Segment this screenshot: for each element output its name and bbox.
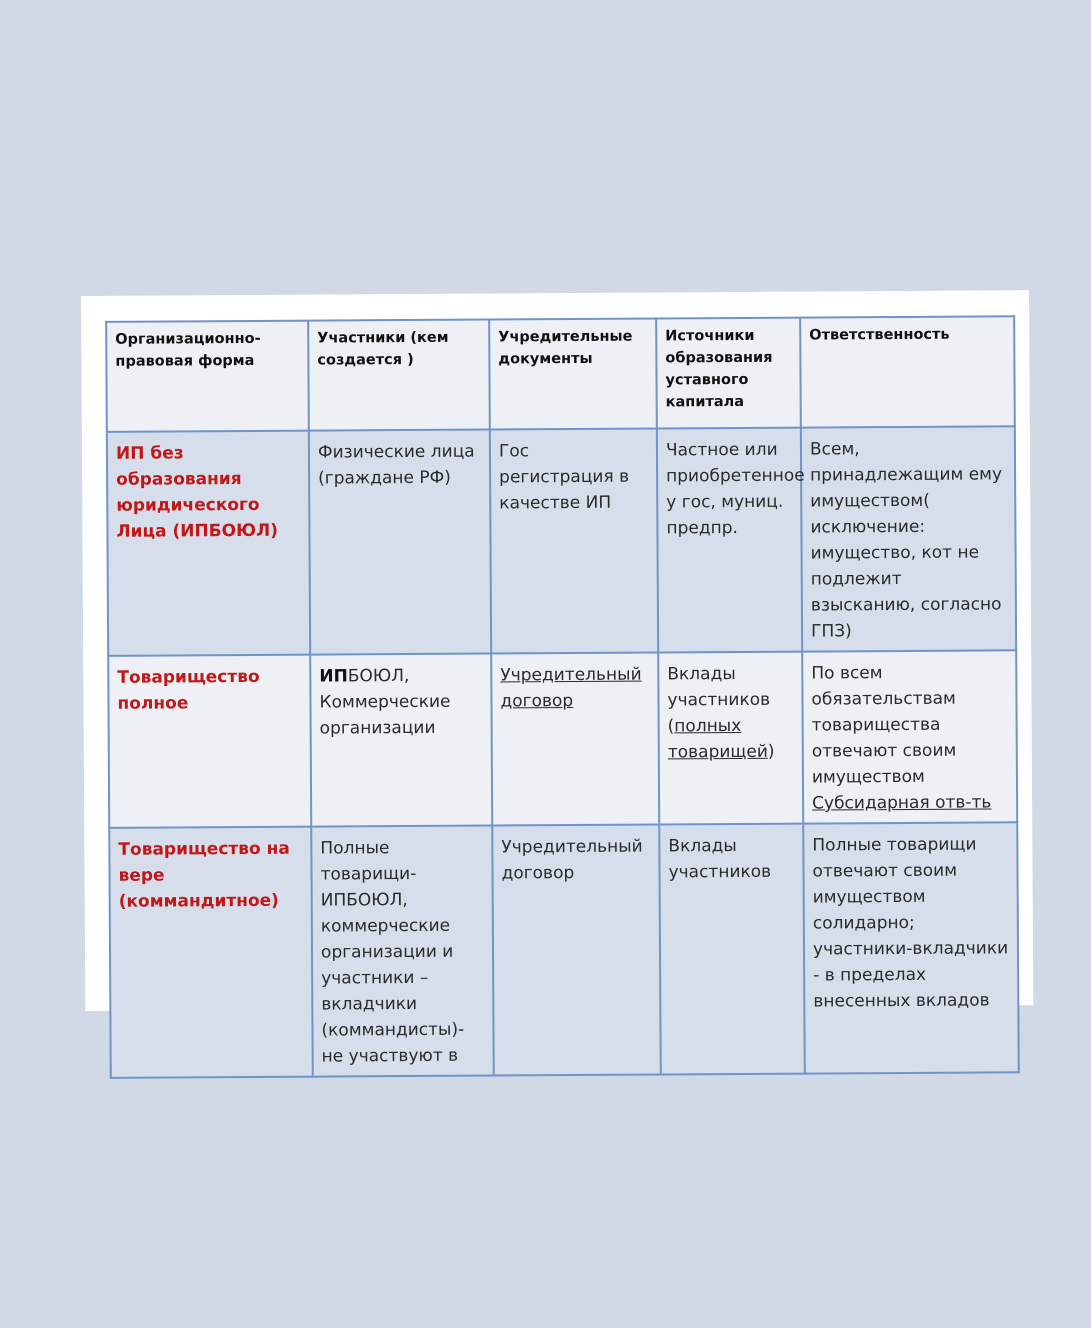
document-sheet xyxy=(81,290,1033,1067)
documents-underlined: Учредительный договор xyxy=(500,664,642,712)
header-cell-capital: Источники образования уставного капитала xyxy=(656,318,801,429)
header-cell-documents: Учредительные документы xyxy=(489,318,657,429)
liability-text: По всем обязательствам товарищества отвечают своим имуществом xyxy=(811,663,957,788)
row-documents: Гос регистрация в качестве ИП xyxy=(490,428,658,653)
table-row xyxy=(109,822,1019,1078)
row-liability: Полные товарищи отвечают своим имуществом солидарно; участники-вкладчики - в пределах внесенных вкладов xyxy=(803,822,1019,1073)
legal-forms-table xyxy=(105,315,1020,1079)
table-row xyxy=(107,426,1016,656)
header-row xyxy=(106,316,1015,432)
row-form-name: Товарищество на вере (коммандитное) xyxy=(109,827,313,1078)
row-documents: Учредительный договор xyxy=(492,824,661,1075)
row-participants: Полные товарищи-ИПБОЮЛ, коммерческие организации и участники – вкладчики (коммандисты)-не участвуют в xyxy=(311,825,494,1076)
participants-bold-part: ИП xyxy=(319,666,348,687)
participants-rest-part: БОЮЛ, Коммерческие организации xyxy=(319,666,451,739)
header-cell-liability: Ответственность xyxy=(800,316,1015,427)
row-documents xyxy=(491,652,659,825)
row-participants: Физические лица (граждане РФ) xyxy=(309,430,491,655)
row-form-name: Товарищество полное xyxy=(108,655,311,828)
header-cell-form: Организационно-правовая форма xyxy=(106,321,309,432)
liability-underlined: Субсидарная отв-ть xyxy=(812,792,992,814)
row-liability: Всем, принадлежащим ему имуществом( исключение: имущество, кот не подлежит взысканию, согласно ГПЗ) xyxy=(801,426,1016,651)
row-participants xyxy=(310,654,492,827)
capital-pre: Вклады участников ( xyxy=(667,664,771,737)
capital-underlined: полных товарищей xyxy=(667,715,768,763)
header-cell-participants: Участники (кем создается ) xyxy=(308,320,490,431)
row-capital: Вклады участников xyxy=(659,824,805,1075)
row-capital: Частное или приобретенное у гос, муниц. предпр. xyxy=(657,428,802,653)
capital-post: ) xyxy=(767,741,775,762)
row-form-name: ИП без образования юридического Лица (ИПБОЮЛ) xyxy=(107,431,310,656)
table-row xyxy=(108,650,1017,828)
row-liability xyxy=(802,650,1017,823)
row-capital xyxy=(658,652,803,825)
